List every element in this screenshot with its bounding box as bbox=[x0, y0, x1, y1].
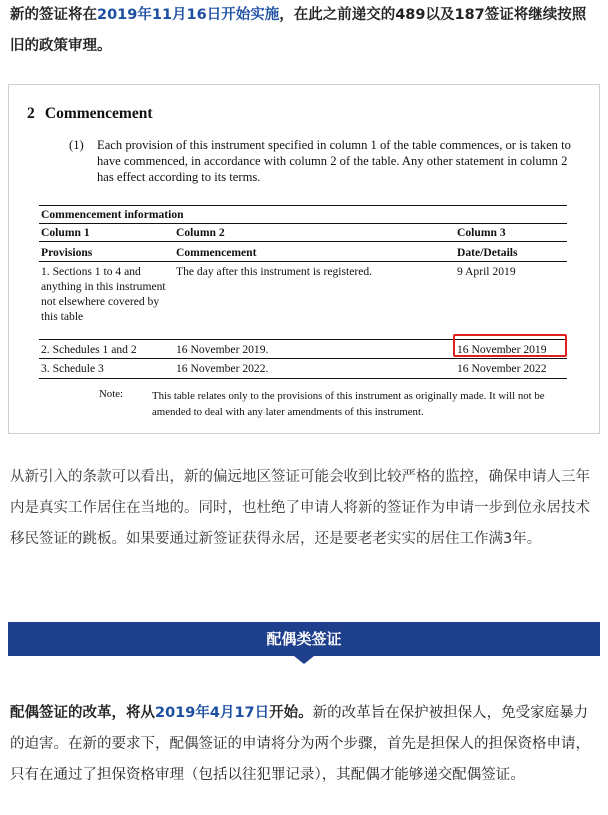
table-cell-date: 16 November 2019 bbox=[457, 343, 547, 356]
column-label: Column 2 bbox=[176, 226, 225, 239]
highlight-box bbox=[453, 334, 567, 357]
table-cell-commencement: 16 November 2019. bbox=[176, 343, 269, 356]
spouse-rest: 新的改革旨在保护被担保人，免受家庭暴力的迫害。在新的要求下，配偶签证的申请将分为两个步骤，首先是担保人的担保资格申请，只有在通过了担保资格审理（包括以往犯罪记录），其配偶才能够递交配偶签证。 bbox=[10, 705, 590, 783]
body-paragraph: 从新引入的条款可以看出，新的偏远地区签证可能会收到比较严格的监控，确保申请人三年内是真实工作居住在当地的。同时，也杜绝了申请人将新的签证作为申请一步到位永居技术移民签证的跳板。如果要通过新签证获得永居，还是要老老实实的居住工作满3年。 bbox=[10, 469, 590, 547]
table-title: Commencement information bbox=[41, 208, 184, 221]
spouse-lead2: 开始。 bbox=[269, 705, 313, 721]
column-label: Column 3 bbox=[457, 226, 506, 239]
column-heading: Provisions bbox=[41, 246, 93, 259]
section-number: 2 bbox=[27, 105, 35, 122]
legislation-excerpt-image bbox=[8, 84, 600, 434]
table-rule bbox=[39, 241, 567, 242]
table-cell-date: 9 April 2019 bbox=[457, 265, 516, 278]
table-rule bbox=[39, 205, 567, 206]
note-label: Note: bbox=[99, 388, 123, 400]
note-text: This table relates only to the provisions of this instrument as originally made. It will not be amended to deal with any later amendments of this instrument. bbox=[152, 390, 545, 418]
intro-rest: ，在此之前递交的489以及187签证将继续按照旧的政策审理。 bbox=[10, 7, 587, 54]
table-rule bbox=[39, 378, 567, 379]
column-heading: Date/Details bbox=[457, 246, 518, 259]
table-cell-commencement: The day after this instrument is registered. bbox=[176, 265, 373, 278]
spouse-date: 2019年4月17日 bbox=[155, 705, 270, 721]
spouse-lead: 配偶签证的改革，将从 bbox=[10, 705, 155, 721]
table-cell-provision: 3. Schedule 3 bbox=[41, 362, 104, 375]
column-label: Column 1 bbox=[41, 226, 90, 239]
section-banner-title: 配偶类签证 bbox=[266, 630, 342, 648]
intro-paragraph bbox=[10, 0, 600, 62]
section-banner bbox=[8, 622, 600, 656]
table-cell-provision: 2. Schedules 1 and 2 bbox=[41, 343, 137, 356]
table-rule bbox=[39, 261, 567, 262]
section-paragraph bbox=[69, 137, 574, 185]
section-title: Commencement bbox=[44, 105, 153, 122]
table-cell-provision: 1. Sections 1 to 4 and anything in this instrument not elsewhere covered by this table bbox=[41, 265, 166, 323]
intro-lead: 新的签证将在 bbox=[10, 7, 97, 23]
column-heading: Commencement bbox=[176, 246, 257, 259]
paragraph-text: Each provision of this instrument specified in column 1 of the table commences, or is taken to have commenced, in accordance with column 2 of the table. Any other statement in column 2 has effect according to its terms. bbox=[97, 138, 571, 184]
table-cell-commencement: 16 November 2022. bbox=[176, 362, 269, 375]
table-rule bbox=[39, 358, 567, 359]
banner-pointer bbox=[294, 656, 314, 664]
intro-date: 2019年11月16日开始实施 bbox=[97, 7, 280, 23]
table-rule bbox=[39, 223, 567, 224]
spouse-paragraph bbox=[10, 698, 600, 791]
table-cell-date: 16 November 2022 bbox=[457, 362, 547, 375]
paragraph-number: (1) bbox=[69, 138, 84, 152]
section-heading bbox=[27, 105, 152, 123]
